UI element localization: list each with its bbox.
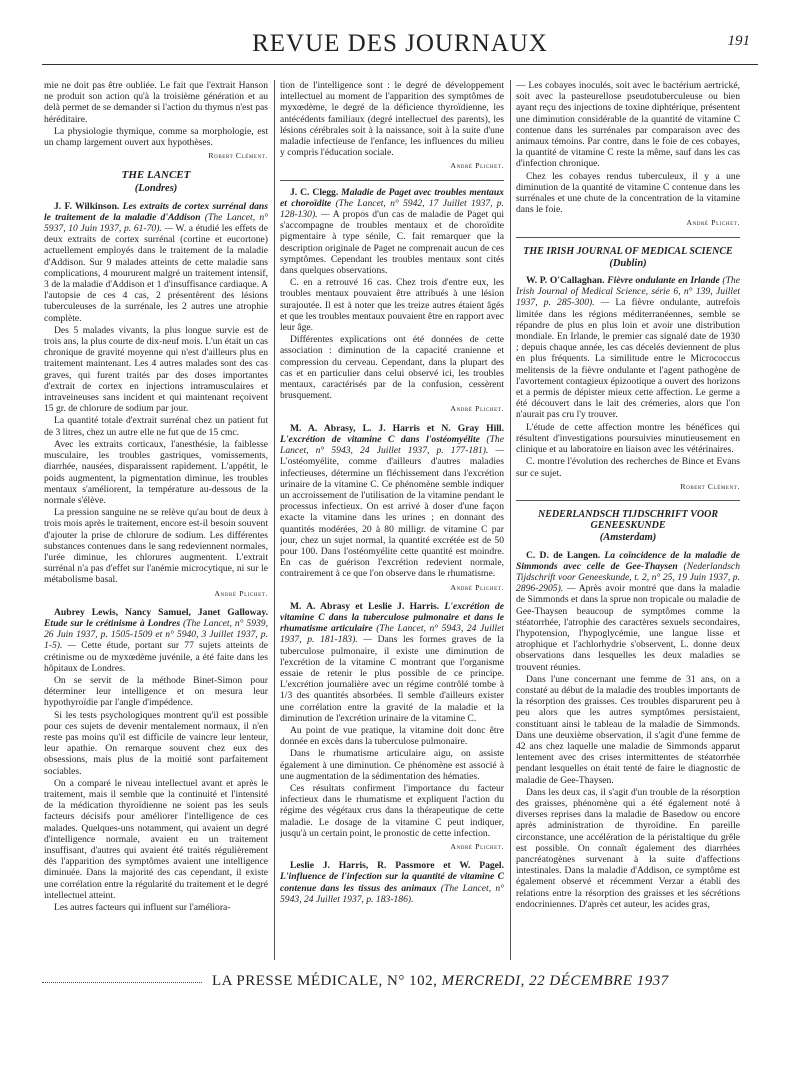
footer-date: MERCREDI, 22 DÉCEMBRE 1937 <box>441 973 669 989</box>
article-reference: (The Lancet, n° 5943, 24 Juillet 1937, p. 177-181). — <box>280 433 504 457</box>
footer-journal: LA PRESSE MÉDICALE, N° 102, <box>212 973 438 989</box>
paragraph: Dans le rhumatisme articulaire aigu, on assiste également à une diminution. Ce phénomène est associé à une augmentation de la sédimentation des hématies. <box>280 748 504 782</box>
article-text: Cette étude, portant sur 77 sujets atteints de crétinisme ou de myxœdème juvénile, a été faite dans les hôpitaux de Londres. <box>44 640 268 674</box>
column-divider <box>510 80 511 960</box>
paragraph: On se servit de la méthode Binet-Simon pour déterminer leur intelligence et on mesura leur hypothyroïdie par l'angle d'impédence. <box>44 674 268 709</box>
journal-heading: THE LANCET <box>121 169 191 182</box>
article-entry <box>516 550 740 673</box>
paragraph: C. en a retrouvé 16 cas. Chez trois d'entre eux, les troubles mentaux pouvaient être attribués à une lésion surajoutée. Il est à noter que les treize autres étaient âgés et que les troubles mentaux pouvaient être en rapport avec leur âge. <box>280 277 504 334</box>
signature: André Plichet. <box>450 582 504 592</box>
article-title: L'excrétion de vitamine C dans la tuberculose pulmonaire et dans le rhumatisme articulaire <box>280 600 504 635</box>
article-reference: (The Lancet, n° 5942, 17 Juillet 1937, p. 128-130). — <box>280 197 504 221</box>
signature: André Plichet. <box>450 161 504 171</box>
article-text: W. a étudié les effets de deux extraits de cortex surrénal (cortine et eucortone) actuellement employés dans le traitement de la maladie d'Addison. Sur 9 malades atteints de cette maladie sans complications, 4 moururent malgré un traitement intensif, 3 de la maladie d'Addison et 1 d'insuffisance cardiaque. A l'autopsie de ces 4 cas, 2 présentèrent des lésions tuberculeuses de la surrénale, les 2 autres une atrophie complète. <box>44 223 268 324</box>
paragraph: La quantité totale d'extrait surrénal chez un patient fut de 3 litres, chez un autre elle ne fut que de 15 cmc. <box>44 415 268 438</box>
article-entry <box>280 601 504 724</box>
article-reference: (The Lancet, n° 5943, 24 Juillet 1937, p. 181-183). — <box>280 623 504 646</box>
paragraph: La pression sanguine ne se relève qu'au bout de deux à trois mois après le traitement, encore est-il besoin souvent d'ajouter la prise de chlorure de sodium. Les différentes substances contenues dans le sang redeviennent normales, l'urée diminue, les chlorures augmentent. L'extrait surrénal n'a pas d'effet sur l'anémie microcytique, ni sur le métabolisme basal. <box>44 507 268 586</box>
journal-heading: THE IRISH JOURNAL OF MEDICAL SCIENCE <box>523 245 733 257</box>
column-right <box>516 80 740 960</box>
article-title: L'influence de l'infection sur la quantité de vitamine C contenue dans les tissus des animaux <box>280 871 504 894</box>
paragraph: Dans l'une concernant une femme de 31 ans, on a constaté au début de la maladie des troubles importants de la résorption des graisses. Ces troubles disparurent peu à peu alors que les autres symptômes persistaient, constituant ainsi le tableau de la maladie de Simmonds. Dans une deuxième observation, il s'agit d'une femme de 42 ans chez laquelle une maladie de Simmonds apparut lentement avec des crises intermittentes de stéatorrhée pendant lesquelles on était tenté de faire le diagnostic de maladie de Gee-Thaysen. <box>516 673 740 786</box>
paragraph: On a comparé le niveau intellectuel avant et après le traitement, mais il semble que la continuité et l'intensité de la médication thyroïdienne ne soient pas les seuls facteurs décisifs pour améliorer l'intelligence de ces malades. Quelques-uns notamment, qui avaient un degré d'intelligence normale, avaient eu un traitement insuffisant, d'autres qui avaient été traités régulièrement dès l'apparition des symptômes avaient une intelligence diminuée. Dans la majorité des cas cependant, il existe une corrélation entre la régularité du traitement et le degré intellectuel atteint. <box>44 777 268 901</box>
article-text: Dans les formes graves de la tuberculose pulmonaire, il existe une diminution de l'excrétion de la vitamine C montrant que l'organisme essaie de retenir le plus possible de ce principe. L'excrétion journalière avec un régime contrôlé tombe à 1/3 des quantités absorbées. Il semble d'ailleurs exister une corrélation entre la gravité de la maladie et la diminution de l'excrétion urinaire de la vitamine C. <box>280 634 504 724</box>
article-authors: Aubrey Lewis, Nancy Samuel, Janet Galloway. <box>54 606 268 618</box>
paragraph: Au point de vue pratique, la vitamine doit donc être donnée en excès dans la tuberculose pulmonaire. <box>280 724 504 748</box>
article-text: La fièvre ondulante, autrefois limitée dans les régions méditerranéennes, semble se répandre de plus en plus loin et avoir une distribution mondiale. En Irlande, le premier cas signalé date de 1930 ; depuis chaque année, les cas décelés deviennent de plus en plus fréquents. La similitude entre le Micrococcus melitensis de la fièvre ondulante et l'agent pathogène de l'avortement contagieux épizootique a ouvert des horizons et a permis de dépister mieux cette affection. Le germe a été découvert dans le lait des crémeries, alors que l'on n'aurait pas cru l'y trouver. <box>516 297 740 421</box>
signature: Robert Clément. <box>208 151 268 161</box>
journal-city: (Londres) <box>134 183 178 195</box>
article-entry <box>280 187 504 277</box>
paragraph: Chez les cobayes rendus tuberculeux, il y a une diminution de la quantité de vitamine C contenue dans les surrénales et une chute de la concentration de la vitamine dans le foie. <box>516 170 740 216</box>
separator <box>516 237 740 238</box>
page-footer <box>42 970 758 994</box>
article-entry <box>516 275 740 421</box>
paragraph: C. montre l'évolution des recherches de Bince et Evans sur ce sujet. <box>516 456 740 479</box>
article-authors: W. P. O'Callaghan. <box>526 275 605 287</box>
column-middle <box>280 80 504 960</box>
journal-heading: NEDERLANDSCH TIJDSCHRIFT VOOR GENEESKUNDE <box>537 508 719 532</box>
article-reference: (The Lancet, n° 5937, 10 Juin 1937, p. 61-70). — <box>44 211 268 235</box>
paragraph: — Les cobayes inoculés, soit avec le bactérium aertrické, soit avec la pasteurellose pseudotuberculeuse ou bien ayant reçu des injections de toxine diphtérique, présentent une diminution considérable de la quantité de vitamine C contenue dans les surrénales par comparaison avec des animaux témoins. Par contre, dans le foie de ces cobayes, la quantité de vitamine C reste la même, sauf dans les cas d'infection chronique. <box>516 80 740 170</box>
article-entry <box>280 860 504 905</box>
article-entry <box>44 607 268 674</box>
article-entry <box>280 423 504 580</box>
running-title: REVUE DES JOURNAUX <box>252 30 548 57</box>
signature: André Plichet. <box>450 842 504 851</box>
column-divider <box>274 80 275 960</box>
separator <box>516 500 740 501</box>
signature: André Plichet. <box>214 588 268 598</box>
paragraph: mie ne doit pas être oubliée. Le fait que l'extrait Hanson ne produit son action qu'à la troisième génération et au delà permet de se demander si l'action du thymus n'est pas héréditaire. <box>44 80 268 125</box>
article-reference: (Nederlandsch Tijdschrift voor Geneeskunde, t. 2, n° 25, 19 Juin 1937, p. 2896-2905). — <box>516 560 740 595</box>
separator <box>280 180 504 181</box>
paragraph: L'étude de cette affection montre les bénéfices qui résultent d'investigations poursuivies minutieusement en clinique et au laboratoire en liaison avec les vétérinaires. <box>516 421 740 456</box>
header-rule <box>42 64 758 65</box>
journal-city: (Dublin) <box>609 257 647 269</box>
footer-dotted-rule <box>42 982 202 983</box>
article-authors: C. D. de Langen. <box>526 549 601 561</box>
article-text: L'ostéomyélite, comme d'ailleurs d'autres maladies infectieuses, détermine un fléchissement dans l'excrétion urinaire de la vitamine C. Ce phénomène semble indiquer un accroissement de l'utilisation de la vitamine pendant le processus infectieux. On est arrivé à doser d'une façon exacte la vitamine dans les urines ; en donnant des quantités modérées, 20 à 80 milligr. de vitamine C par jour, chez un sujet normal, la quantité excrétée est de 50 pour 100. Dans l'ostéomyélite cette quantité est moindre. En cas de guérison l'excrétion redevient normale, contrairement à ce que l'on observe dans le rhumatisme. <box>280 456 504 580</box>
article-authors: J. C. Clegg. <box>290 186 339 198</box>
article-reference: (The Lancet, n° 5943, 24 Juillet 1937, p. 183-186). <box>280 882 504 905</box>
article-text: A propos d'un cas de maladie de Paget qui s'accompagne de troubles mentaux et de choroïdite pigmentaire à type sénile, C. fait remarquer que la description originale de Paget ne comprenait aucun de ces symptômes. Cependant les troubles mentaux sont cités dans quelques observations. <box>280 209 504 277</box>
paragraph: Avec les extraits corticaux, l'anesthésie, la faiblesse musculaire, les troubles gastriques, vomissements, diarrhée, nausées, disparaissent rapidement. L'appétit, le poids augmentent, la pigmentation diminue, les troubles mentaux s'améliorent, la température au-dessous de la normale s'élève. <box>44 438 268 506</box>
article-authors: Leslie J. Harris, R. Passmore et W. Pagel. <box>290 860 504 872</box>
article-reference: (The Irish Journal of Medical Science, série 6, n° 139, Juillet 1937, p. 285-300). — <box>516 275 740 309</box>
article-entry <box>44 201 268 324</box>
signature: André Plichet. <box>686 218 740 228</box>
footer-text <box>212 973 758 990</box>
signature: Robert Clément. <box>680 481 740 491</box>
paragraph: Ces résultats confirment l'importance du facteur infectieux dans le rhumatisme et expliquent l'action du régime des végétaux crus dans la thérapeutique de cette maladie. Le dosage de la vitamine C peut indiquer, jusqu'à un certain point, le pronostic de cette infection. <box>280 782 504 839</box>
paragraph: Si les tests psychologiques montrent qu'il est possible pour ces sujets de devenir mentalement normaux, il n'en reste pas moins qu'il est difficile de vaincre leur lenteur, leur apathie. On remarque souvent chez eux des obsessions, mais plus de la moitié sont parfaitement sociables. <box>44 709 268 777</box>
article-title: L'excrétion de vitamine C dans l'ostéomyélite <box>280 433 480 445</box>
paragraph: Différentes explications ont été données de cette association : diminution de la capacité cranienne et compression du cerveau. Cependant, dans la plupart des cas et en particulier dans celui observé ici, les troubles mentaux, caractérisés par de la confusion, cessèrent brusquement. <box>280 334 504 402</box>
paragraph: Des 5 malades vivants, la plus longue survie est de trois ans, la plus courte de dix-neuf mois. L'un était un cas chronique de gravité moyenne qui n'est d'ailleurs plus en traitement maintenant. Les 4 autres malades sont des cas graves, qui furent traités par des doses importantes d'extrait de cortex en injections intramusculaires et intraveineuses sans incident et qui maintenant reçoivent 15 gr. de chlorure de sodium par jour. <box>44 324 268 415</box>
article-title: Fièvre ondulante en Irlande <box>607 275 720 287</box>
article-reference: (The Lancet, n° 5939, 26 Juin 1937, p. 1505-1509 et n° 5940, 3 Juillet 1937, p. 1-5). — <box>44 617 268 652</box>
paragraph: La physiologie thymique, comme sa morphologie, est un champ largement ouvert aux hypothèses. <box>44 125 268 149</box>
paragraph: Les autres facteurs qui influent sur l'améliora- <box>54 902 231 914</box>
journal-city: (Amsterdam) <box>599 532 657 544</box>
article-authors: M. A. Abrasy et Leslie J. Harris. <box>290 600 440 612</box>
paragraph: Dans les deux cas, il s'agit d'un trouble de la résorption des graisses, phénomène qui a été également noté à diverses reprises dans la maladie de Basedow ou encore après administration de thyroïdine. En pareille circonstance, une accélération de la péristaltique du grêle est possible. On connaît également des diarrhées pancréatogènes survenant à la suite d'affections intestinales. Dans la maladie d'Addison, ce symptôme est également observé et récemment Verzar a établi des relations entre la résorption des graisses et les sécrétions endocriniennes. D'après cet auteur, les acides gras, <box>516 786 740 910</box>
article-title: Maladie de Paget avec troubles mentaux et choroïdite <box>280 186 504 209</box>
article-title: La coïncidence de la maladie de Simmonds avec celle de Gee-Thaysen <box>516 549 740 572</box>
column-left <box>44 80 268 960</box>
page-number: 191 <box>727 33 750 49</box>
paragraph: tion de l'intelligence sont : le degré de développement intellectuel au moment de l'apparition des symptômes de myxœdème, le degré de la déficience thyroïdienne, les antécédents familiaux (degré intellectuel des parents), les lésions cérébrales soit à la naissance, soit à la suite d'une maladie infectieuse de l'enfance, les influences du milieu y compris l'éducation sociale. <box>280 80 504 159</box>
article-authors: J. F. Wilkinson. <box>54 200 120 212</box>
article-text: Après avoir montré que dans la maladie de Simmonds et dans la sprue non tropicale ou maladie de Gee-Thaysen beaucoup de symptômes comme la stéatorrhée, l'atrophie des caractères sexuels secondaires, l'hypotension, l'hypoglycémie, une langue lisse et atrophique et l'achlorhydrie s'observent, L. donne deux observations dans lesquelles les deux maladies se trouvent réunies. <box>516 583 740 673</box>
page-header <box>42 24 758 68</box>
signature: André Plichet. <box>450 404 504 414</box>
article-authors: M. A. Abrasy, L. J. Harris et N. Gray Hill. <box>290 422 504 434</box>
article-title: Etude sur le crétinisme à Londres <box>44 617 181 629</box>
article-title: Les extraits de cortex surrénal dans le traitement de la maladie d'Addison <box>44 200 268 223</box>
